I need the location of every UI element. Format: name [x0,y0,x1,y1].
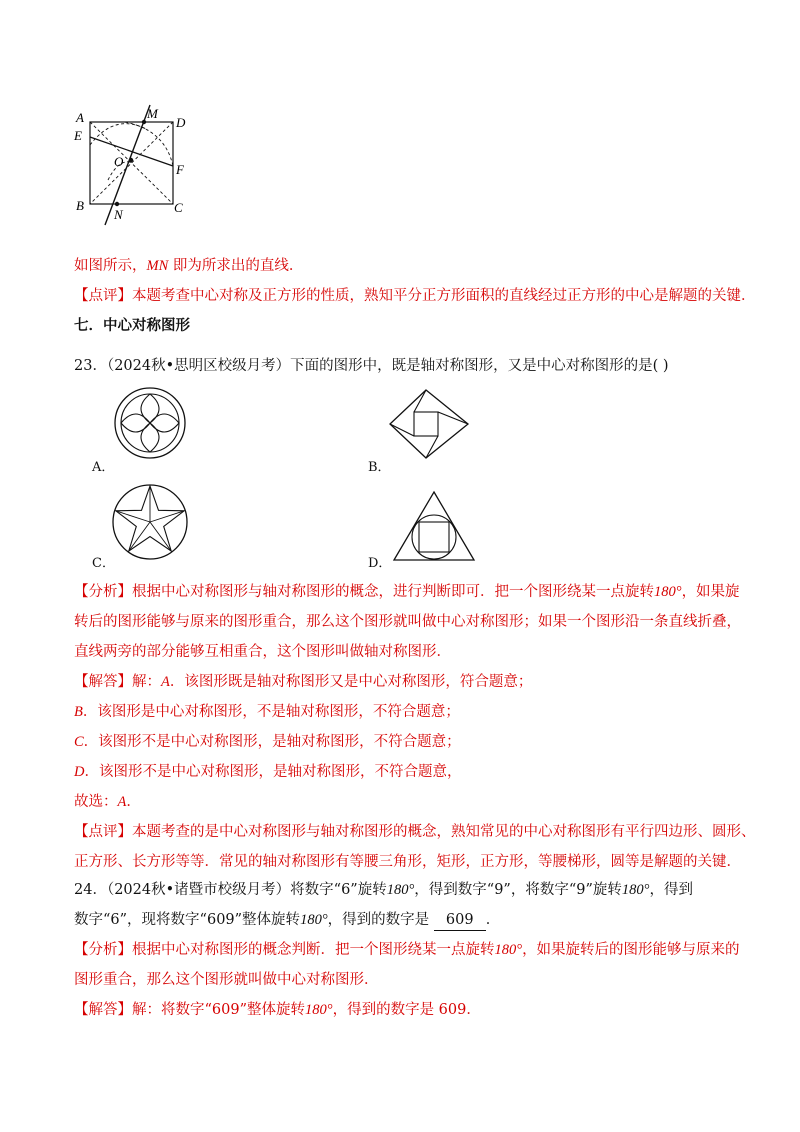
label-e: E [74,128,82,143]
label-o: O [114,154,124,169]
q24-stem-1: 24．（2024秋•诸暨市校级月考）将数字“6”旋转180°，得到数字“9”，将数字“9”旋转180°，得到 [74,882,693,898]
q23-answer-4: D．该图形不是中心对称图形，是轴对称图形，不符合题意， [74,764,462,780]
label-a: A [76,110,84,125]
option-d-figure [392,490,476,564]
option-c-label: C． [92,556,115,571]
label-n: N [114,207,123,222]
q23-answer-5: 故选：A． [74,794,141,810]
math-mn: MN [146,258,169,274]
q23-answer-1: 【解答】解：A．该图形既是轴对称图形又是中心对称图形，符合题意； [74,674,533,690]
option-b-figure [388,388,472,462]
comment-tag: 【点评】 [74,288,132,304]
prev-solution-line: 如图所示，MN 即为所求出的直线． [74,258,304,274]
option-a-label: A． [92,460,115,475]
label-b: B [76,198,84,213]
q23-analysis-1: 【分析】根据中心对称图形与轴对称图形的概念，进行判断即可．把一个图形绕某一点旋转180°，如果旋 [74,584,740,600]
q23-comment-1: 【点评】本题考查的是中心对称图形与轴对称图形的概念，熟知常见的中心对称图形有平行四边形、圆形、 [74,824,756,840]
label-d: D [176,115,186,130]
label-f: F [176,162,184,177]
section-heading: 七．中心对称图形 [74,317,190,334]
q24-answer: 【解答】解：将数字“609”整体旋转180°，得到的数字是 609． [74,1002,481,1018]
q23-analysis-2: 转后的图形能够与原来的图形重合，那么这个图形就叫做中心对称图形；如果一个图形沿一条直线折叠， [74,614,741,630]
answer-blank: 609 [434,910,486,931]
label-m: M [147,106,158,121]
option-d-label: D． [368,556,392,571]
q23-stem: 23．（2024秋•思明区校级月考）下面的图形中，既是轴对称图形，又是中心对称图形的是( ) [74,358,669,374]
q23-answer-3: C．该图形不是中心对称图形，是轴对称图形，不符合题意； [74,734,461,750]
option-b-label: B． [368,460,391,475]
q24-analysis-1: 【分析】根据中心对称图形的概念判断．把一个图形绕某一点旋转180°，如果旋转后的图形能够与原来的 [74,942,740,958]
q24-analysis-2: 图形重合，那么这个图形就叫做中心对称图形． [74,972,379,988]
q23-answer-2: B．该图形是中心对称图形，不是轴对称图形，不符合题意； [74,704,460,720]
q23-comment-2: 正方形、长方形等等．常见的轴对称图形有等腰三角形，矩形，正方形，等腰梯形，圆等是解题的关键． [74,854,741,870]
square-construction-figure [70,100,200,230]
label-c: C [174,200,183,215]
q24-stem-2: 数字“6”，现将数字“609”整体旋转180°，得到的数字是 609 ． [74,910,500,931]
answer-paren: ( ) [652,358,669,374]
q23-analysis-3: 直线两旁的部分能够互相重合，这个图形叫做轴对称图形． [74,644,451,660]
option-c-figure [110,482,190,562]
prev-comment-line: 【点评】本题考查中心对称及正方形的性质，熟知平分正方形面积的直线经过正方形的中心是解题的关键． [74,288,756,304]
option-a-figure [112,385,188,461]
